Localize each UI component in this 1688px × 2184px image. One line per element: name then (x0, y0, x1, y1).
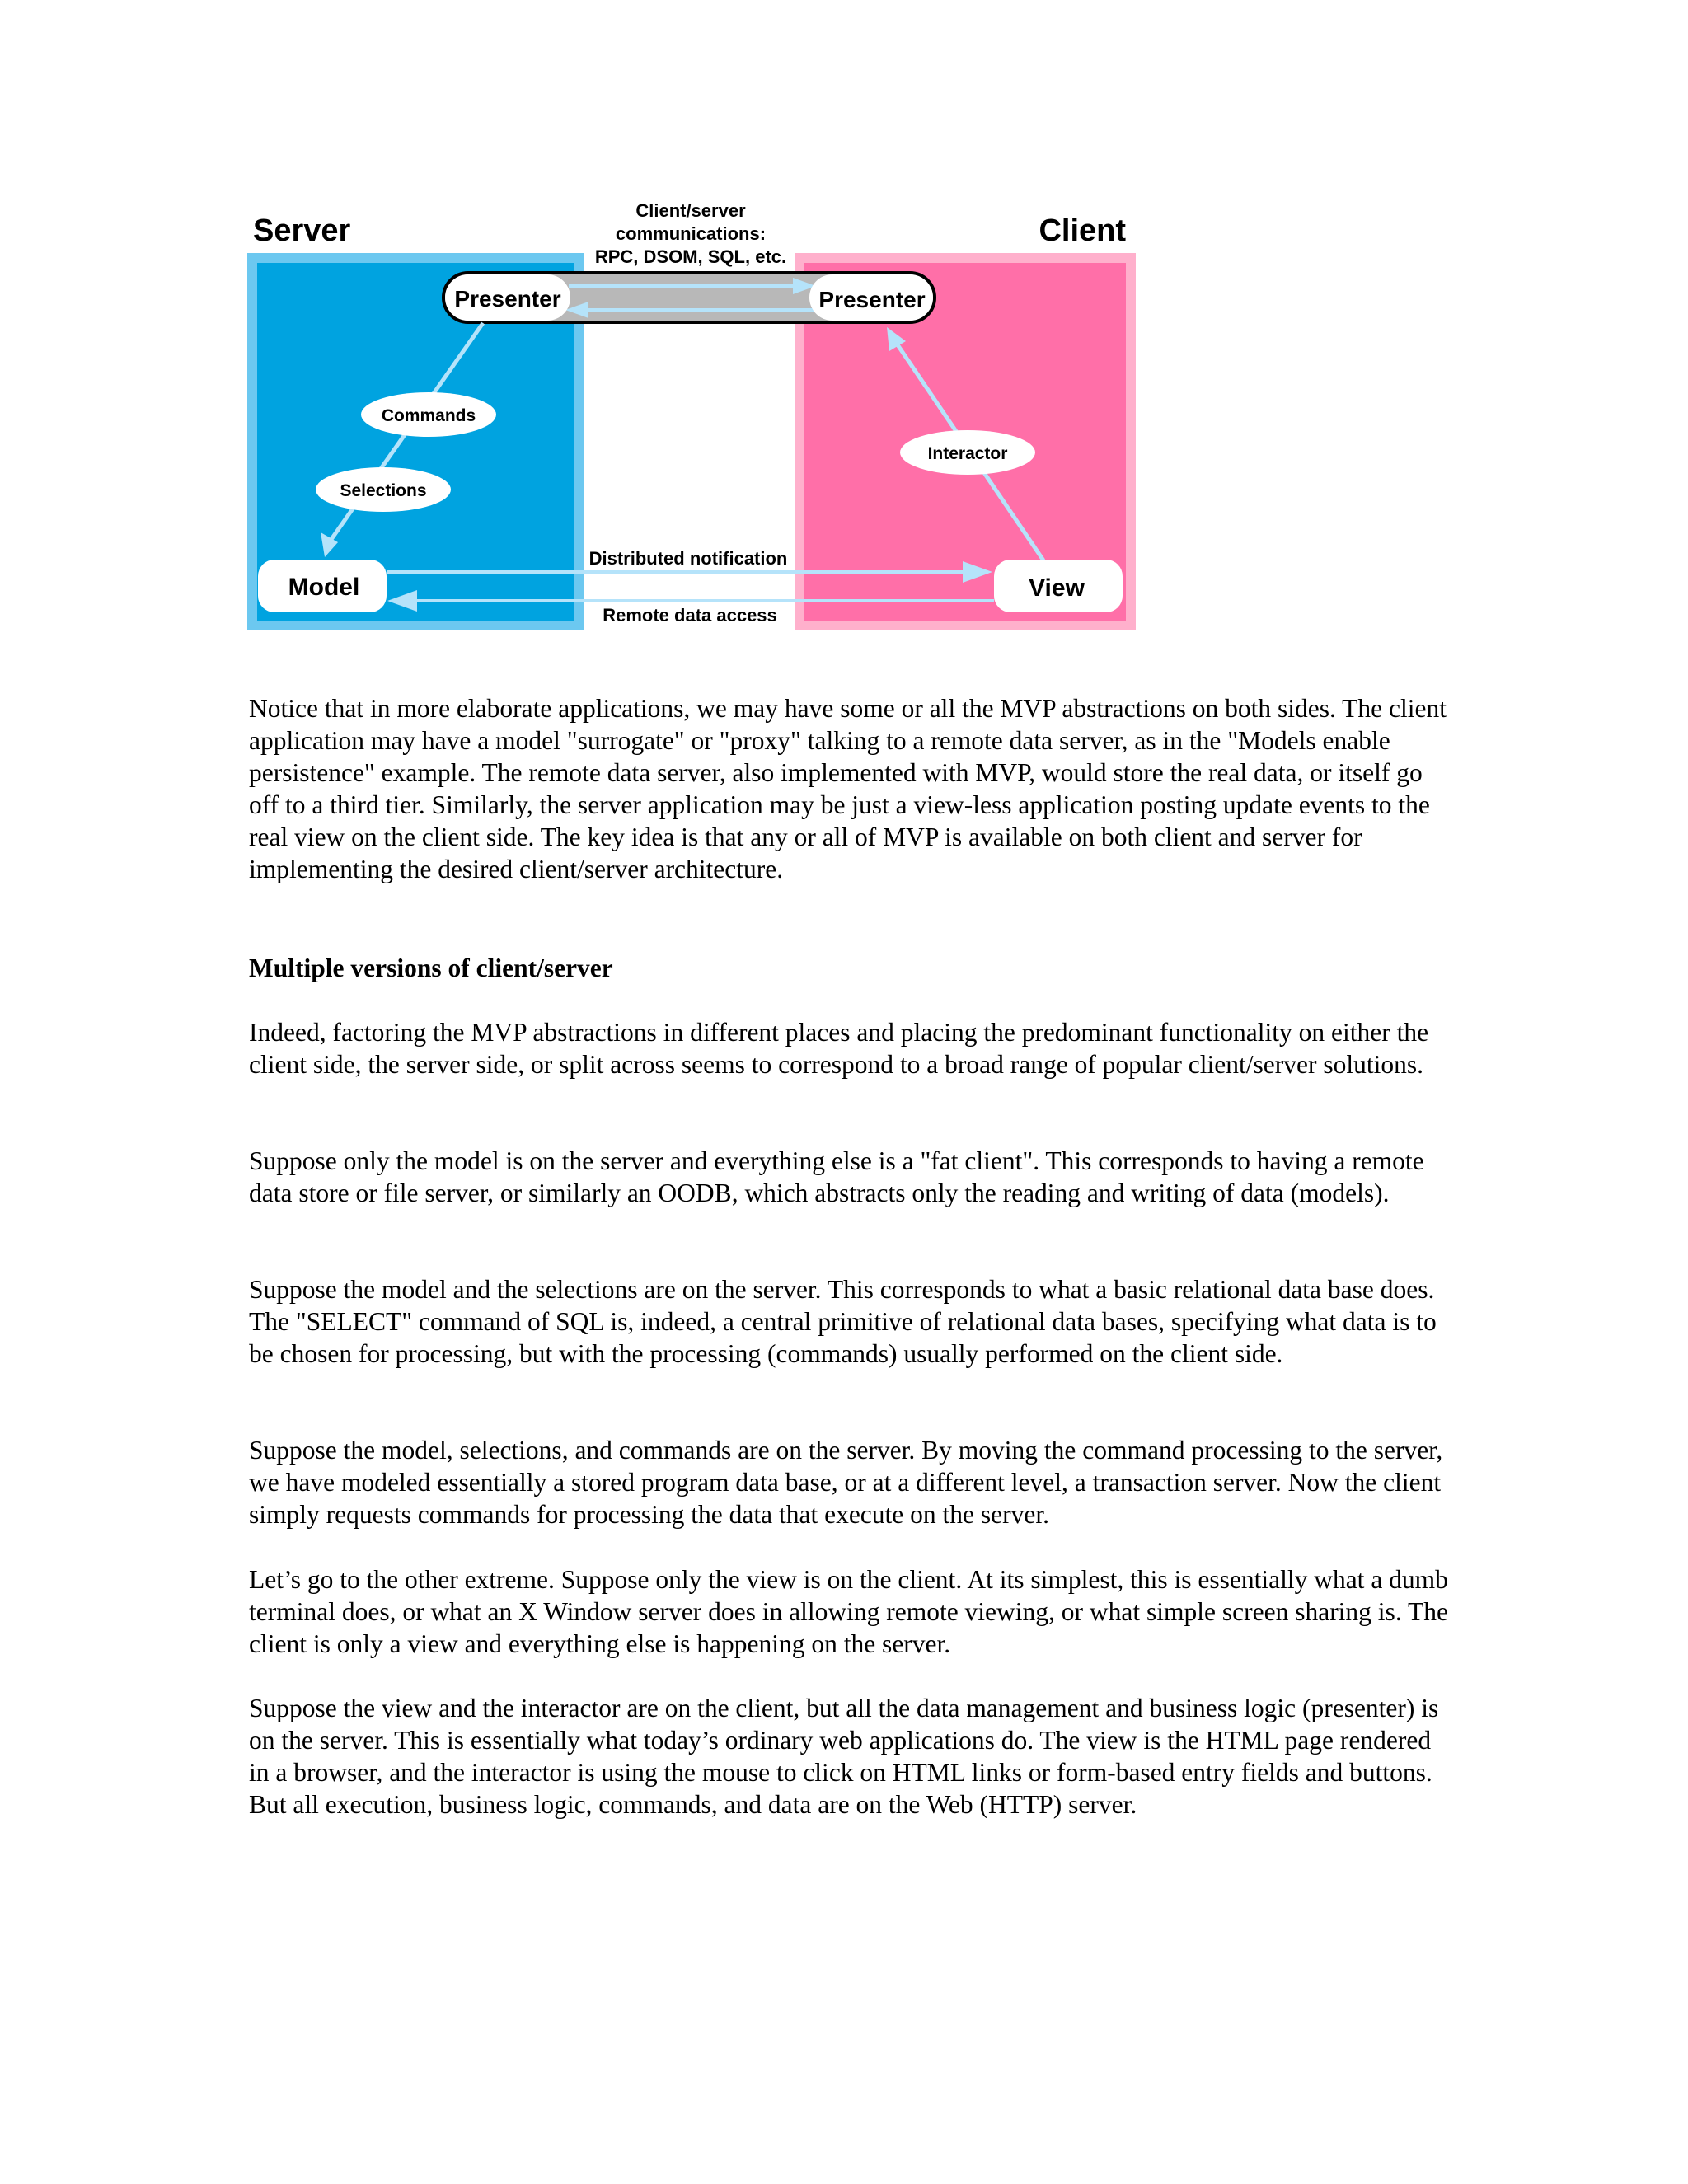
model-label: Model (288, 574, 360, 601)
mvp-client-server-diagram (0, 0, 1688, 659)
view-label: View (1029, 574, 1085, 602)
comm-label-line-1: Client/server (635, 200, 746, 221)
paragraph-relational: Suppose the model and the selections are on the server. This corresponds to what a basic relational data base does. The "SELECT" command of SQL is, indeed, a central primitive of relational data bases, specifying what data is to be chosen for processing, but with the processing (commands) usually performed on the client side. (249, 1275, 1437, 1368)
paragraph-dumb-terminal: Let’s go to the other extreme. Suppose only the view is on the client. At its simplest, this is essentially what a dumb terminal does, or what an X Window server does in allowing remote viewing, or what simple screen sharing is. The client is only a view and everything else is happening on the server. (249, 1565, 1448, 1658)
paragraph-mvp-both-sides: Notice that in more elaborate applications, we may have some or all the MVP abstractions on both sides. The client application may have a model "surrogate" or "proxy" talking to a remote data server, as in the "Models enable persistence" example. The remote data server, also implemented with MVP, would store the real data, or itself go off to a third tier. Similarly, the server application may be just a view-less application posting update events to the real view on the client side. The key idea is that any or all of MVP is available on both client and server for implementing the desired client/server architecture. (249, 694, 1447, 883)
paragraph-stored-program: Suppose the model, selections, and commands are on the server. By moving the command processing to the server, we have modeled essentially a stored program data base, or at a different level, a transaction server. Now the client simply requests commands for processing the data that execute on the server. (249, 1436, 1443, 1529)
comm-label-line-2: communications: (615, 223, 767, 244)
distributed-notification-label: Distributed notification (588, 548, 788, 569)
server-presenter-label: Presenter (454, 286, 561, 312)
paragraph-web-applications: Suppose the view and the interactor are on the client, but all the data management and business logic (presenter) is on the server. This is essentially what today’s ordinary web applications do. The view is the HTML page rendered in a browser, and the interactor is using the mouse to click on HTML links or form-based entry fields and buttons. But all execution, business logic, commands, and data are on the Web (HTTP) server. (249, 1694, 1439, 1819)
section-heading: Multiple versions of client/server (249, 954, 613, 982)
commands-label: Commands (381, 406, 476, 425)
interactor-label: Interactor (927, 444, 1008, 463)
paragraph-factoring: Indeed, factoring the MVP abstractions in different places and placing the predominant functionality on either the client side, the server side, or split across seems to correspond to a broad range of popular client/server solutions. (249, 1018, 1429, 1079)
server-title: Server (253, 213, 351, 248)
selections-label: Selections (340, 481, 427, 500)
client-presenter-label: Presenter (818, 287, 926, 312)
paragraph-fat-client: Suppose only the model is on the server and everything else is a "fat client". This corresponds to having a remote data store or file server, or similarly an OODB, which abstracts only the reading and writing of data (models). (249, 1146, 1424, 1207)
remote-data-access-label: Remote data access (603, 605, 777, 626)
comm-label-line-3: RPC, DSOM, SQL, etc. (594, 246, 787, 267)
client-title: Client (1039, 213, 1126, 248)
